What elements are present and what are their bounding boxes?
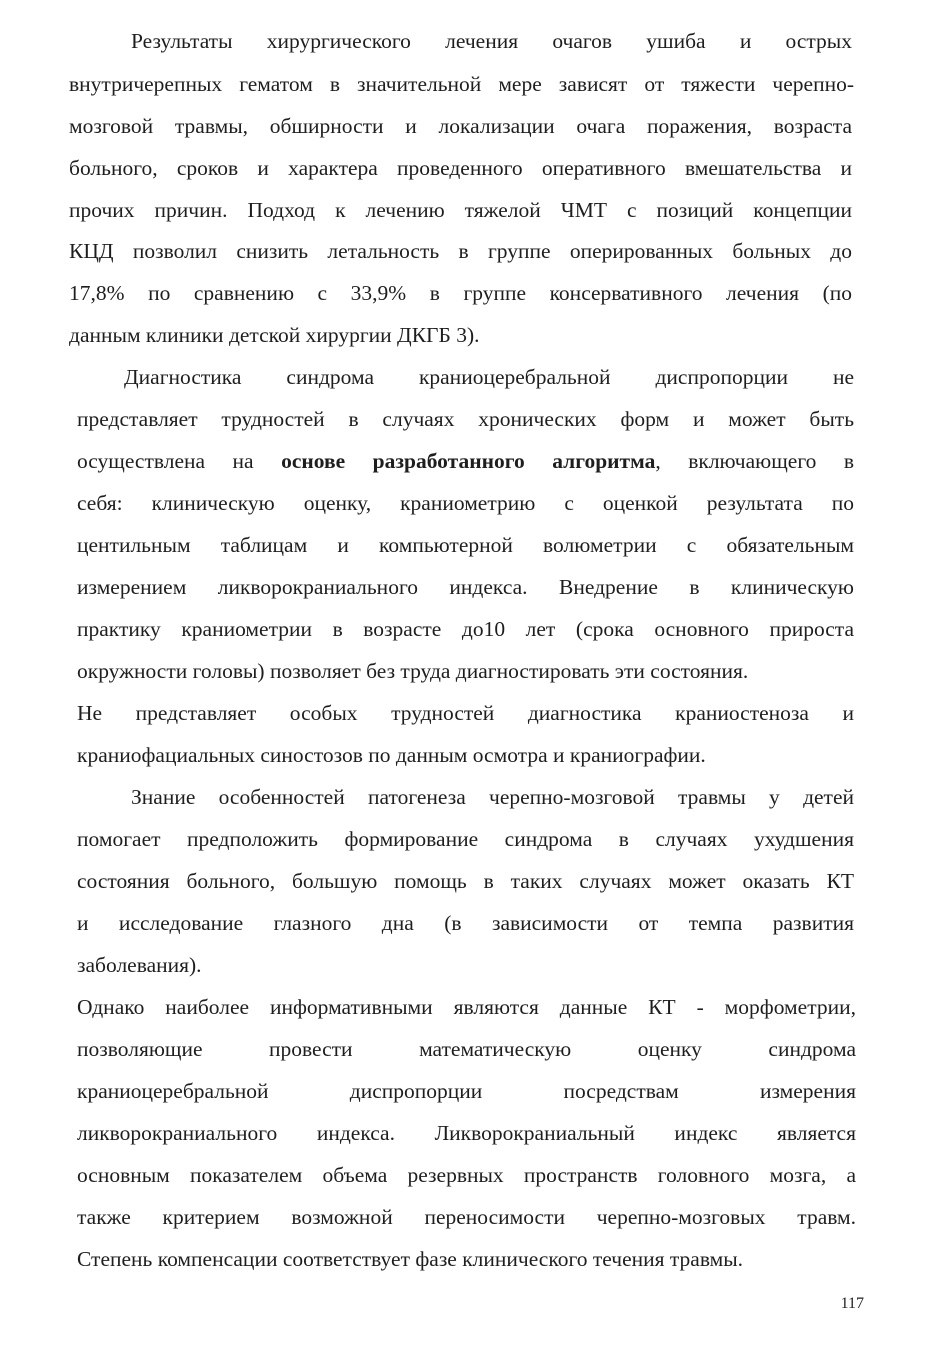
text-line: 17,8% по сравнению с 33,9% в группе консервативного лечения (по bbox=[69, 281, 852, 305]
text-line: больного, сроков и характера проведенного оперативного вмешательства и bbox=[69, 156, 852, 180]
text-line: представляет трудностей в случаях хронических форм и может быть bbox=[77, 407, 854, 431]
text-line: Однако наиболее информативными являются данные КТ - морфометрии, bbox=[77, 995, 856, 1019]
bold-emphasis: основе разработанного алгоритма bbox=[281, 449, 656, 473]
text-line: краниоцеребральной диспропорции посредствам измерения bbox=[77, 1079, 856, 1103]
text-line: практику краниометрии в возрасте до10 лет (срока основного прироста bbox=[77, 617, 854, 641]
text-line: Знание особенностей патогенеза черепно-мозговой травмы у детей bbox=[131, 785, 854, 809]
text-line: прочих причин. Подход к лечению тяжелой ЧМТ с позиций концепции bbox=[69, 198, 852, 222]
page-number: 117 bbox=[840, 1295, 864, 1312]
text-line: заболевания). bbox=[77, 953, 202, 977]
text-run: , включающего в bbox=[655, 449, 854, 473]
text-line: мозговой травмы, обширности и локализации очага поражения, возраста bbox=[69, 114, 852, 138]
text-line: помогает предположить формирование синдрома в случаях ухудшения bbox=[77, 827, 854, 851]
text-line: КЦД позволил снизить летальность в группе оперированных больных до bbox=[69, 239, 852, 263]
text-line bbox=[77, 447, 854, 475]
text-line: Результаты хирургического лечения очагов ушиба и острых bbox=[131, 29, 852, 53]
text-line: основным показателем объема резервных пространств головного мозга, а bbox=[77, 1163, 856, 1187]
text-line: состояния больного, большую помощь в таких случаях может оказать КТ bbox=[77, 869, 854, 893]
text-line: измерением ликворокраниального индекса. Внедрение в клиническую bbox=[77, 575, 854, 599]
text-line: Не представляет особых трудностей диагностика краниостеноза и bbox=[77, 701, 854, 725]
text-line: Степень компенсации соответствует фазе клинического течения травмы. bbox=[77, 1247, 744, 1271]
text-line: ликворокраниального индекса. Ликворокраниальный индекс является bbox=[77, 1121, 856, 1145]
text-line: также критерием возможной переносимости черепно-мозговых травм. bbox=[77, 1205, 856, 1229]
text-line: и исследование глазного дна (в зависимости от темпа развития bbox=[77, 911, 854, 935]
text-line: себя: клиническую оценку, краниометрию с оценкой результата по bbox=[77, 491, 854, 515]
text-line: краниофациальных синостозов по данным осмотра и краниографии. bbox=[77, 743, 706, 767]
text-line: позволяющие провести математическую оценку синдрома bbox=[77, 1037, 856, 1061]
text-line: центильным таблицам и компьютерной волюметрии с обязательным bbox=[77, 533, 854, 557]
text-line: Диагностика синдрома краниоцеребральной диспропорции не bbox=[124, 365, 854, 389]
text-line: окружности головы) позволяет без труда диагностировать эти состояния. bbox=[77, 659, 749, 683]
text-run: осуществлена на bbox=[77, 449, 282, 473]
text-line: данным клиники детской хирургии ДКГБ 3). bbox=[69, 323, 480, 347]
text-line: внутричерепных гематом в значительной мере зависят от тяжести черепно- bbox=[69, 72, 854, 96]
